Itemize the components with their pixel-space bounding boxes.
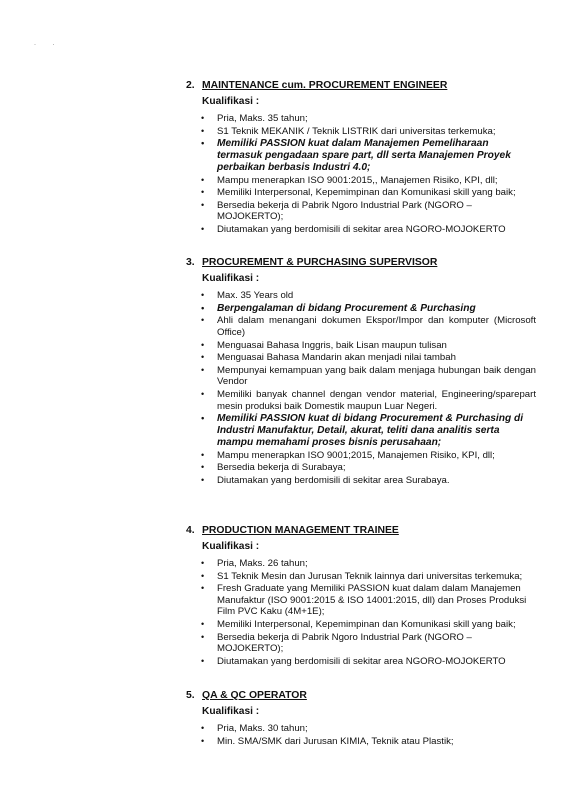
list-item: • Mempunyai kemampuan yang baik dalam menjaga hubungan baik dengan Vendor [186, 365, 536, 388]
kualifikasi-label: Kualifikasi : [202, 541, 260, 552]
list-item: • Max. 35 Years old [186, 290, 536, 302]
list-item: • Diutamakan yang berdomisili di sekitar area NGORO-MOJOKERTO [186, 656, 536, 668]
section-heading [186, 525, 536, 536]
list-item: • Min. SMA/SMK dari Jurusan KIMIA, Teknik atau Plastik; [186, 736, 536, 748]
list-item: • Menguasai Bahasa Mandarin akan menjadi nilai tambah [186, 352, 536, 364]
qualification-list [186, 558, 536, 667]
list-item: • Pria, Maks. 26 tahun; [186, 558, 536, 570]
list-item: • Mampu menerapkan ISO 9001;2015, Manajemen Risiko, KPI, dll; [186, 450, 536, 462]
list-item: • Memiliki Interpersonal, Kepemimpinan dan Komunikasi skill yang baik; [186, 619, 536, 631]
list-item: • Fresh Graduate yang Memiliki PASSION kuat dalam dalam Manajemen Manufaktur (ISO 9001:2015 & ISO 14001:2015, dll) dan Proses Produksi Film PVC Kaku (4M+1E); [186, 583, 536, 618]
list-item: • Menguasai Bahasa Inggris, baik Lisan maupun tulisan [186, 340, 536, 352]
section-number: 5. [186, 690, 195, 701]
kualifikasi-label: Kualifikasi : [202, 706, 260, 717]
kualifikasi-label: Kualifikasi : [202, 273, 260, 284]
list-item: • Bersedia bekerja di Pabrik Ngoro Industrial Park (NGORO – MOJOKERTO); [186, 200, 536, 223]
list-item: • Berpengalaman di bidang Procurement & Purchasing [186, 303, 536, 315]
section-title: PRODUCTION MANAGEMENT TRAINEE [202, 525, 399, 536]
list-item: • Memiliki PASSION kuat di bidang Procurement & Purchasing di Industri Manufaktur, Detail, akurat, teliti dana analitis serta mampu memahami proses bisnis perusahaan; [186, 413, 536, 448]
list-item: • Ahli dalam menangani dokumen Ekspor/Impor dan komputer (Microsoft Office) [186, 315, 536, 338]
section-heading [186, 257, 536, 268]
section-qa-qc-operator [186, 690, 536, 748]
list-item: • Pria, Maks. 35 tahun; [186, 113, 536, 125]
list-item: • Memiliki banyak channel dengan vendor material, Engineering/sparepart mesin produksi baik Domestik maupun Luar Negeri. [186, 389, 536, 412]
section-number: 3. [186, 257, 195, 268]
list-item: • Memiliki Interpersonal, Kepemimpinan dan Komunikasi skill yang baik; [186, 187, 536, 199]
scan-specks: · · [34, 42, 55, 48]
list-item: • Mampu menerapkan ISO 9001:2015,, Manajemen Risiko, KPI, dll; [186, 175, 536, 187]
list-item: • Diutamakan yang berdomisili di sekitar area Surabaya. [186, 475, 536, 487]
section-number: 4. [186, 525, 195, 536]
list-item: • Memiliki PASSION kuat dalam Manajemen Pemeliharaan termasuk pengadaan spare part, dll serta Manajemen Proyek perbaikan berbasis Industri 4.0; [186, 138, 536, 173]
section-production-trainee [186, 525, 536, 668]
section-title: PROCUREMENT & PURCHASING SUPERVISOR [202, 257, 438, 268]
section-heading [186, 690, 536, 701]
section-heading [186, 80, 536, 91]
section-procurement-supervisor [186, 257, 536, 487]
list-item: • Bersedia bekerja di Pabrik Ngoro Industrial Park (NGORO – MOJOKERTO); [186, 632, 536, 655]
list-item: • Bersedia bekerja di Surabaya; [186, 462, 536, 474]
section-title: MAINTENANCE cum. PROCUREMENT ENGINEER [202, 80, 448, 91]
section-maintenance-engineer [186, 80, 536, 237]
list-item: • Diutamakan yang berdomisili di sekitar area NGORO-MOJOKERTO [186, 224, 536, 236]
list-item: • Pria, Maks. 30 tahun; [186, 723, 536, 735]
kualifikasi-label: Kualifikasi : [202, 96, 260, 107]
qualification-list [186, 723, 536, 747]
qualification-list [186, 290, 536, 486]
list-item: • S1 Teknik Mesin dan Jurusan Teknik lainnya dari universitas terkemuka; [186, 571, 536, 583]
qualification-list [186, 113, 536, 236]
list-item: • S1 Teknik MEKANIK / Teknik LISTRIK dari universitas terkemuka; [186, 126, 536, 138]
section-title: QA & QC OPERATOR [202, 690, 307, 701]
section-number: 2. [186, 80, 195, 91]
